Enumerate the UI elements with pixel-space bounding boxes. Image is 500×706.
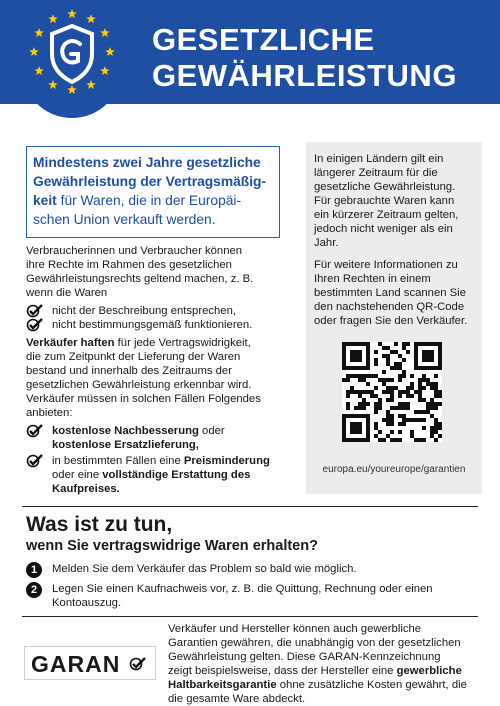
remedy-bold: kostenlose Ersatzlieferung, [52, 439, 199, 451]
sidebar-line: ein kürzerer Zeitraum gelten, [314, 209, 459, 221]
intro-paragraph [26, 244, 276, 300]
check-icon [26, 304, 44, 318]
divider [22, 616, 478, 617]
step-item [26, 562, 492, 576]
remedy-bold: kostenlose Nachbesserung [52, 425, 199, 437]
sidebar-text-1 [314, 152, 474, 250]
sidebar-line: gesetzliche Gewährleistung. [314, 181, 456, 193]
list-item-text: nicht bestimmungsgemäß funktionieren. [52, 319, 253, 331]
seller-line: gesetzlichen Gewährleistung erkennbar wird. [26, 379, 252, 391]
conditions-list [26, 304, 286, 332]
remedy-bold: Kaufpreises. [52, 483, 120, 495]
list-item [26, 454, 286, 496]
remedy-text: oder eine [52, 469, 103, 481]
step-text: Legen Sie einen Kaufnachweis vor, z. B. die Quittung, Rechnung oder einen [52, 583, 433, 595]
sidebar-line: Für gebrauchte Waren kann [314, 195, 455, 207]
section-heading: Was ist zu tun, [26, 513, 173, 536]
eu-stars-shield-g-icon [22, 0, 122, 118]
intro-line: wenn die Waren [26, 287, 108, 299]
garan-bold: gewerbliche [396, 665, 462, 677]
seller-line: Verkäufer müssen in solchen Fällen Folgendes [26, 393, 261, 405]
step-number: 2 [26, 582, 42, 598]
sidebar-line: jedoch nicht weniger als ein [314, 223, 453, 235]
seller-paragraph [26, 336, 282, 420]
garan-line: Verkäufer und Hersteller können auch gewerbliche [168, 623, 422, 635]
sidebar-line: den nachstehenden QR-Code [314, 301, 465, 313]
eu-emblem [22, 0, 122, 118]
remedy-bold: vollständige Erstattung des [102, 469, 251, 481]
list-item [26, 304, 286, 318]
sidebar-line: oder fragen Sie den Verkäufer. [314, 315, 468, 327]
lead-bold: Gewährleistung der Vertragsmäßig- [33, 174, 267, 189]
step-text: Melden Sie dem Verkäufer das Problem so bald wie möglich. [52, 563, 357, 575]
lead-text: schen Union verkauft werden. [33, 212, 216, 227]
seller-line: bestand und innerhalb des Zeitraums der [26, 365, 232, 377]
lead-box [26, 146, 280, 238]
check-icon [129, 657, 147, 671]
seller-line: anbieten: [26, 407, 73, 419]
list-item [26, 424, 286, 452]
garan-line: die gesamte Ware abdeckt. [168, 693, 306, 705]
seller-line: die zum Zeitpunkt der Lieferung der Waren [26, 351, 241, 363]
sidebar-line: Jahr. [314, 237, 339, 249]
check-icon [26, 318, 44, 332]
sidebar-line: Für weitere Informationen zu [314, 259, 458, 271]
step-text: Kontoauszug. [52, 597, 122, 609]
garan-logo [24, 646, 156, 680]
check-icon [26, 424, 44, 438]
garan-line: zeigt beispielsweise, dass der Hersteller eine [168, 665, 397, 677]
divider [22, 506, 478, 507]
garan-logo-text: GARAN [31, 651, 121, 677]
sidebar-line: längerer Zeitraum für die [314, 167, 438, 179]
intro-line: Gewährleistungsrechts geltend machen, z. B. [26, 273, 254, 285]
garan-line: ohne zusätzliche Kosten gewährt, die [276, 679, 467, 691]
seller-bold: Verkäufer haften [26, 337, 115, 349]
title-line: GESETZLICHE [152, 22, 375, 57]
lead-bold: keit [33, 193, 57, 208]
intro-line: Verbraucherinnen und Verbraucher können [26, 245, 243, 257]
remedy-text: in bestimmten Fällen eine [52, 455, 184, 467]
list-item [26, 318, 286, 332]
sidebar-line: Ihren Rechten in einem [314, 273, 431, 285]
qr-code[interactable] [342, 342, 442, 442]
garan-bold: Haltbarkeitsgarantie [168, 679, 277, 691]
step-number: 1 [26, 562, 42, 578]
sidebar-line: bestimmten Land scannen Sie [314, 287, 466, 299]
sidebar-text-2 [314, 258, 474, 328]
garan-line: Gewährleistung gelten. Diese GARAN-Kennzeichnung [168, 651, 441, 663]
info-sidebar [306, 142, 482, 494]
step-item [26, 582, 492, 610]
lead-text: für Waren, die in der Europäi- [56, 193, 242, 208]
seller-line: für jede Vertragswidrigkeit, [114, 337, 251, 349]
lead-bold: Mindestens zwei Jahre gesetzliche [33, 155, 261, 170]
info-url[interactable]: europa.eu/youreurope/garantien [322, 464, 466, 475]
check-icon [26, 454, 44, 468]
garan-line: Garantien gewähren, die unabhängig von der gesetzlichen [168, 637, 461, 649]
remedy-bold: Preisminderung [183, 455, 270, 467]
section-subheading: wenn Sie vertragswidrige Waren erhalten? [26, 538, 318, 554]
remedy-text: oder [198, 425, 225, 437]
page-title [152, 22, 457, 94]
remedies-list [26, 424, 286, 496]
sidebar-line: In einigen Ländern gilt ein [314, 153, 444, 165]
intro-line: ihre Rechte im Rahmen des gesetzlichen [26, 259, 232, 271]
list-item-text: nicht der Beschreibung entsprechen, [52, 305, 237, 317]
title-line: GEWÄHRLEISTUNG [152, 58, 457, 93]
garan-paragraph [168, 622, 480, 706]
